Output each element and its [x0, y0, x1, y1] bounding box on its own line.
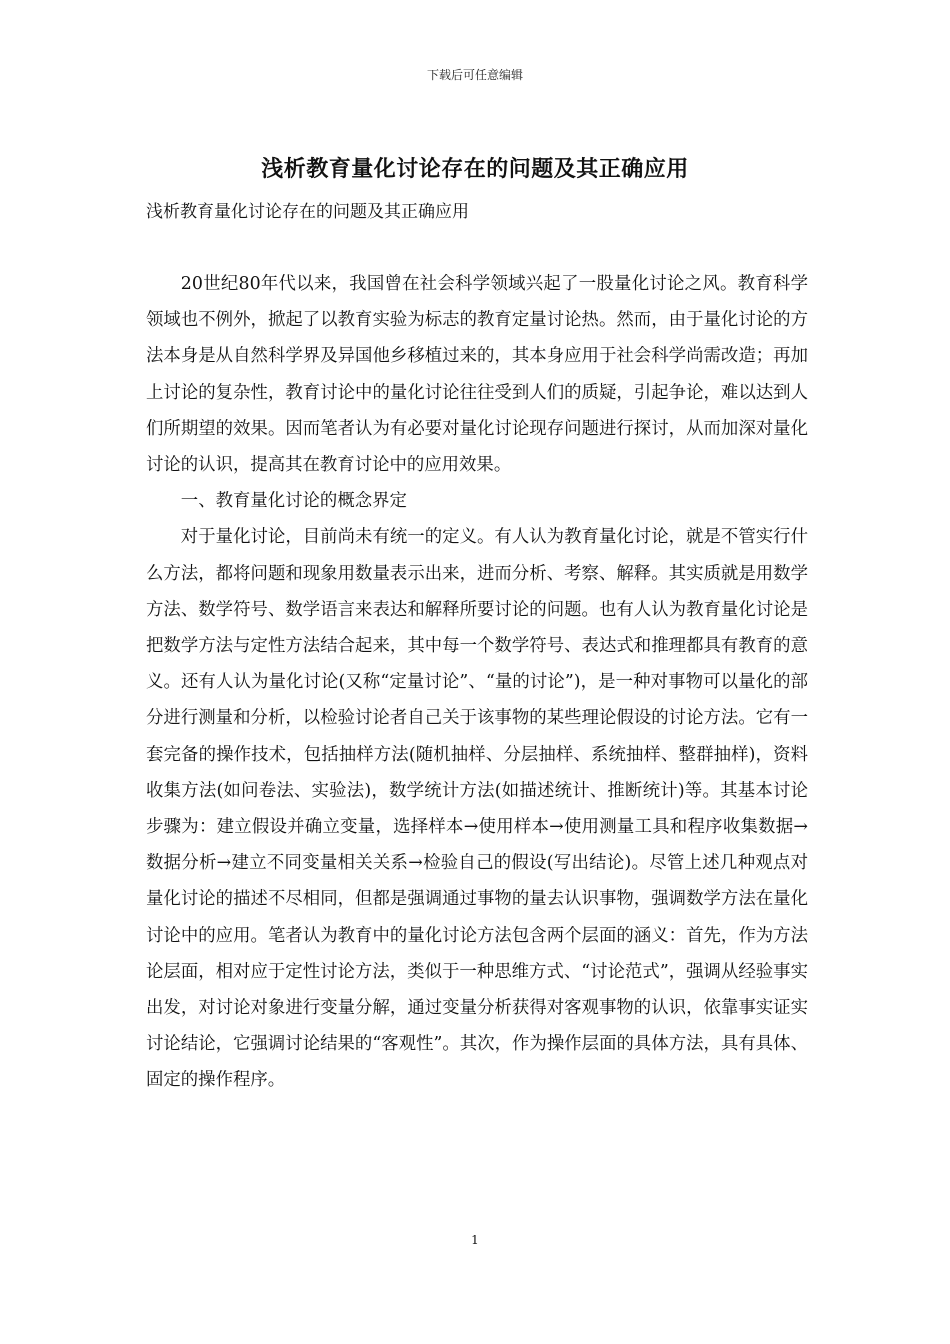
paragraph-definition: 对于量化讨论，目前尚未有统一的定义。有人认为教育量化讨论，就是不管实行什么方法，都将问题和现象用数量表示出来，进而分析、考察、解释。其实质就是用数学方法、数学符号、数学语言来表达和解释所要讨论的问题。也有人认为教育量化讨论是把数学方法与定性方法结合起来，其中每一个数学符号、表达式和推理都具有教育的意义。还有人认为量化讨论(又称“定量讨论”、“量的讨论”)，是一种对事物可以量化的部分进行测量和分析，以检验讨论者自己关于该事物的某些理论假设的讨论方法。它有一套完备的操作技术，包括抽样方法(随机抽样、分层抽样、系统抽样、整群抽样)，资料收集方法(如问卷法、实验法)，数学统计方法(如描述统计、推断统计)等。其基本讨论步骤为：建立假设并确立变量，选择样本→使用样本→使用测量工具和程序收集数据→数据分析→建立不同变量相关关系→检验自己的假设(写出结论)。尽管上述几种观点对量化讨论的描述不尽相同，但都是强调通过事物的量去认识事物，强调数学方法在量化讨论中的应用。笔者认为教育中的量化讨论方法包含两个层面的涵义：首先，作为方法论层面，相对应于定性讨论方法，类似于一种思维方式、“讨论范式”，强调从经验事实出发，对讨论对象进行变量分解，通过变量分析获得对客观事物的认识，依靠事实证实讨论结论，它强调讨论结果的“客观性”。其次，作为操作层面的具体方法，具有具体、固定的操作程序。 — [146, 527, 808, 1091]
paragraph-intro: 20世纪80年代以来，我国曾在社会科学领域兴起了一股量化讨论之风。教育科学领域也不例外，掀起了以教育实验为标志的教育定量讨论热。然而，由于量化讨论的方法本身是从自然科学界及异国他乡移植过来的，其本身应用于社会科学尚需改造；再加上讨论的复杂性，教育讨论中的量化讨论往往受到人们的质疑，引起争论，难以达到人们所期望的效果。因而笔者认为有必要对量化讨论现存问题进行探讨，从而加深对量化讨论的认识，提高其在教育讨论中的应用效果。 — [146, 274, 808, 476]
page-header-note: 下载后可任意编辑 — [426, 68, 523, 82]
document-body — [146, 266, 808, 1099]
document-title: 浅析教育量化讨论存在的问题及其正确应用 — [261, 156, 689, 182]
section-heading-concept: 一、教育量化讨论的概念界定 — [180, 491, 407, 512]
document-subtitle: 浅析教育量化讨论存在的问题及其正确应用 — [146, 202, 469, 222]
page-number: 1 — [471, 1233, 479, 1247]
